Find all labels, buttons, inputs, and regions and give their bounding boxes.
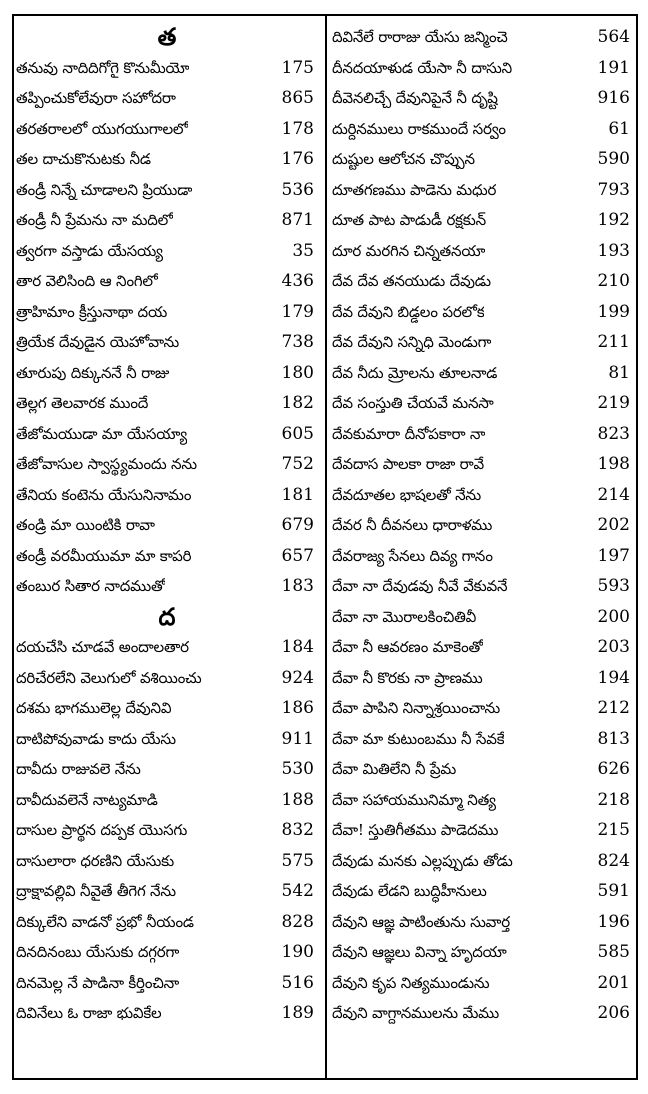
song-title: దశమ భాగములెల్ల దేవునివి: [16, 699, 172, 717]
song-number: 201: [597, 972, 630, 993]
song-number: 924: [281, 667, 314, 688]
index-entry: [332, 968, 630, 999]
song-title: దూత పాట పాడుడీ రక్షకున్: [332, 211, 486, 229]
song-title: తనువు నాదిదిగోగై కొనుమీయో: [16, 58, 190, 77]
song-title: దినదినంబు యేసుకు దగ్గరగా: [16, 943, 180, 961]
song-number: 210: [597, 271, 630, 291]
index-entry: [16, 846, 318, 877]
song-title: దివినేలే రారాజు యేసు జన్మించె: [332, 28, 508, 46]
song-title: దాటిపోవువాడు కాదు యేసు: [16, 729, 176, 748]
song-number: 206: [597, 1003, 630, 1023]
index-entry: [332, 632, 630, 663]
song-number: 215: [597, 820, 630, 840]
song-number: 871: [281, 210, 314, 230]
section-heading: త: [157, 22, 177, 51]
song-title: దేవుడు లేడని బుద్ధిహీనులు: [332, 882, 487, 900]
index-entry: [16, 297, 318, 328]
song-title: తూరుపు దిక్కుననే నీ రాజు: [16, 363, 170, 382]
index-entry: [16, 419, 318, 450]
song-number: 183: [281, 576, 314, 596]
index-entry: [16, 876, 318, 907]
song-title: దాసుల ప్రార్థన దప్పక యొసగు: [16, 821, 188, 839]
index-entry: [332, 693, 630, 724]
song-number: 186: [281, 698, 314, 718]
index-entry: [332, 907, 630, 938]
song-number: 211: [597, 332, 630, 352]
song-title: త్రాహిమాం క్రీస్తునాథా దయ: [16, 302, 168, 321]
song-number: 175: [281, 57, 314, 78]
song-number: 188: [281, 789, 314, 810]
index-entry: [16, 449, 318, 480]
index-entry: [16, 907, 318, 938]
song-number: 189: [281, 1003, 314, 1023]
index-entry: [16, 388, 318, 419]
song-number: 178: [281, 118, 314, 139]
song-title: దరిచేరలేని వెలుగులో వశియించు: [16, 668, 202, 687]
index-entry: [332, 388, 630, 419]
index-entry: [16, 205, 318, 236]
song-title: దేవ దేవుని బిడ్డలం పరలోక: [332, 302, 485, 321]
index-entry: [332, 22, 630, 53]
song-title: దేవుని ఆజ్ఞ పాటింతును సువార్త: [332, 912, 510, 931]
index-entry: [16, 236, 318, 267]
song-title: దీవెనలిచ్చే దేవునిపైనే నీ దృష్టి: [332, 89, 498, 107]
song-title: తార వెలిసింది ఆ నింగిలో: [16, 272, 158, 290]
song-title: దివినేలు ఓ రాజా భువికేల: [16, 1004, 162, 1022]
song-number: 916: [597, 88, 630, 108]
song-number: 516: [281, 972, 314, 993]
song-title: తల దాచుకొనుటకు నీడ: [16, 150, 151, 168]
song-number: 176: [281, 149, 314, 169]
song-number: 35: [292, 240, 314, 261]
index-entry: [332, 449, 630, 480]
song-number: 182: [281, 393, 314, 413]
index-entry: [16, 358, 318, 389]
index-entry: [16, 510, 318, 541]
song-title: దేవుడు మనకు ఎల్లప్పుడు తోడు: [332, 851, 513, 870]
song-title: దేవా పాపిని నిన్నాశ్రయించాను: [332, 699, 500, 717]
song-title: త్రియేక దేవుడైన యెహోవాను: [16, 333, 179, 351]
index-entry: [16, 144, 318, 175]
song-number: 203: [597, 637, 630, 657]
index-entry: [332, 510, 630, 541]
song-title: తరతరాలలో యుగయుగాలలో: [16, 119, 189, 138]
index-entry: [16, 83, 318, 114]
index-entry: [332, 144, 630, 175]
song-title: దేవరాజ్య సేనలు దివ్య గానం: [332, 546, 493, 565]
song-number: 824: [597, 850, 630, 871]
song-number: 585: [597, 942, 630, 962]
index-entry: [332, 358, 630, 389]
index-entry: [332, 785, 630, 816]
song-number: 575: [281, 850, 314, 871]
index-entry: [16, 815, 318, 846]
index-entry: [16, 693, 318, 724]
index-entry: [332, 937, 630, 968]
song-number: 591: [597, 881, 630, 901]
song-number: 61: [608, 118, 630, 139]
song-number: 180: [281, 362, 314, 383]
index-entry: [332, 205, 630, 236]
song-title: దేవ దేవ తనయుడు దేవుడు: [332, 272, 491, 290]
song-number: 738: [281, 332, 314, 352]
song-title: తెల్లగ తెలవారక ముందే: [16, 394, 149, 412]
song-number: 793: [597, 179, 630, 200]
song-title: దేవా నా మొరాలకించితివీ: [332, 607, 477, 626]
song-number: 199: [597, 301, 630, 322]
index-entry: [16, 327, 318, 358]
song-number: 197: [597, 545, 630, 566]
index-entry: [16, 114, 318, 145]
song-title: తేజోవాసుల స్వాస్థ్యమందు నను: [16, 455, 197, 473]
song-title: దుష్టుల ఆలోచన చొప్పున: [332, 150, 475, 168]
song-title: దాసులారా ధరణిని యేసుకు: [16, 851, 174, 870]
index-entry: [332, 327, 630, 358]
section-heading: ద: [158, 601, 176, 631]
index-entry: [16, 175, 318, 206]
song-number: 190: [281, 942, 314, 962]
index-entry: [332, 541, 630, 572]
song-number: 679: [281, 515, 314, 535]
index-entry: [16, 266, 318, 297]
song-title: దావీదు రాజువలె నేను: [16, 760, 141, 778]
song-number: 191: [597, 57, 630, 78]
song-number: 605: [281, 423, 314, 444]
song-number: 193: [597, 240, 630, 261]
song-number: 219: [597, 393, 630, 413]
song-number: 865: [281, 88, 314, 108]
index-entry: [16, 663, 318, 694]
song-title: దేవదూతల భాషలతో నేను: [332, 485, 481, 504]
index-entry: [332, 602, 630, 633]
song-title: దేవుని ఆజ్ఞలు విన్నా హృదయా: [332, 943, 507, 961]
song-number: 212: [597, 698, 630, 718]
song-number: 752: [281, 454, 314, 474]
index-entry: [332, 724, 630, 755]
song-title: దావీదువలెనే నాట్యమాడి: [16, 790, 158, 809]
song-number: 194: [597, 667, 630, 688]
song-title: తేనియ కంటెను యేసునినామం: [16, 485, 192, 504]
song-title: దేవా నీ ఆవరణం మాకెంతో: [332, 638, 483, 656]
index-entry: [16, 571, 318, 602]
index-entry: [16, 724, 318, 755]
song-number: 564: [597, 27, 630, 47]
index-entry: [332, 571, 630, 602]
song-title: దేవా నీ కొరకు నా ప్రాణము: [332, 668, 483, 687]
index-entry: [16, 480, 318, 511]
song-title: దేవ సంస్తుతి చేయవే మనసా: [332, 394, 494, 412]
song-number: 832: [281, 820, 314, 840]
song-title: దేవా మితిలేని నీ ప్రేమ: [332, 760, 457, 778]
song-title: తండ్రీ వరమీయుమా మా కాపరి: [16, 546, 192, 565]
index-entry: [332, 419, 630, 450]
index-entry: [16, 632, 318, 663]
song-title: దేవదాస పాలకా రాజా రావే: [332, 455, 484, 473]
song-number: 823: [597, 423, 630, 444]
song-title: త్వరగా వస్తాడు యేసయ్య: [16, 241, 163, 260]
song-number: 536: [281, 179, 314, 200]
song-number: 179: [281, 301, 314, 322]
song-number: 218: [597, 789, 630, 810]
index-entry: [16, 998, 318, 1029]
song-title: దేవర నీ దీవనలు ధారాళము: [332, 516, 493, 534]
index-entry: [332, 83, 630, 114]
song-number: 911: [281, 728, 314, 749]
column-divider: [325, 14, 327, 1080]
index-entry: [16, 968, 318, 999]
index-entry: [332, 998, 630, 1029]
index-entry: [16, 785, 318, 816]
song-title: దీనదయాళుడ యేసా నీ దాసుని: [332, 58, 512, 77]
right-column: [332, 22, 630, 1029]
song-number: 202: [597, 515, 630, 535]
song-title: దిక్కులేని వాడనో ప్రభో నీయండ: [16, 912, 194, 931]
song-number: 81: [608, 362, 630, 383]
song-title: దయచేసి చూడవే అందాలతార: [16, 638, 189, 656]
song-title: దేవకుమారా దీనోపకారా నా: [332, 424, 486, 443]
song-number: 542: [281, 881, 314, 901]
song-title: దుర్దినములు రాకముందే సర్వం: [332, 119, 506, 138]
index-entry: [332, 236, 630, 267]
left-column: [16, 22, 318, 1029]
index-entry: [16, 541, 318, 572]
index-entry: [16, 754, 318, 785]
song-title: ద్రాక్షావల్లివి నీవైతే తీగెగ నేను: [16, 882, 176, 900]
song-number: 626: [597, 759, 630, 779]
song-title: తప్పించుకోలేవురా సహోదరా: [16, 89, 176, 107]
song-number: 214: [597, 484, 630, 505]
index-entry: [16, 937, 318, 968]
song-title: దేవా సహాయమునిమ్మా నిత్య: [332, 790, 496, 809]
index-entry: [332, 266, 630, 297]
song-title: తంబుర సితార నాదముతో: [16, 577, 166, 595]
song-number: 200: [597, 606, 630, 627]
index-entry: [16, 53, 318, 84]
song-title: దేవ నీదు మ్రోలను తూలనాడ: [332, 363, 498, 382]
song-number: 590: [597, 149, 630, 169]
song-number: 657: [281, 545, 314, 566]
song-number: 828: [281, 911, 314, 932]
song-number: 198: [597, 454, 630, 474]
song-number: 436: [281, 271, 314, 291]
index-entry: [332, 846, 630, 877]
index-entry: [332, 815, 630, 846]
song-number: 181: [281, 484, 314, 505]
song-title: దూర మరగిన చిన్నతనయా: [332, 241, 486, 260]
song-title: దేవా నా దేవుడవు నీవే వేకువనే: [332, 577, 508, 595]
index-entry: [332, 53, 630, 84]
song-title: దూతగణము పాడెను మధుర: [332, 180, 497, 199]
song-number: 196: [597, 911, 630, 932]
song-number: 813: [597, 728, 630, 749]
song-title: దేవా మా కుటుంబము నీ సేవకే: [332, 729, 505, 748]
song-title: తేజోమయుడా మా యేసయ్యా: [16, 424, 188, 443]
index-entry: [332, 114, 630, 145]
index-entry: [332, 480, 630, 511]
song-number: 192: [597, 210, 630, 230]
song-title: తండ్రి మా యింటికి రావా: [16, 516, 155, 534]
index-entry: [332, 754, 630, 785]
song-title: దేవుని కృప నిత్యముండును: [332, 973, 490, 992]
song-number: 184: [281, 637, 314, 657]
song-title: దేవ దేవుని సన్నిధి మెండుగా: [332, 333, 492, 351]
song-number: 593: [597, 576, 630, 596]
index-entry: [332, 297, 630, 328]
song-title: తండ్రీ నిన్నే చూడాలని ప్రియుడా: [16, 180, 193, 199]
song-title: దేవా! స్తుతిగీతము పాడెదము: [332, 821, 499, 839]
index-entry: [332, 175, 630, 206]
song-title: దేవుని వాగ్దానములను మేము: [332, 1004, 499, 1022]
index-entry: [332, 663, 630, 694]
song-number: 530: [281, 759, 314, 779]
song-title: దినమెల్ల నే పాడినా కీర్తించినా: [16, 973, 180, 992]
index-entry: [332, 876, 630, 907]
song-title: తండ్రీ నీ ప్రేమను నా మదిలో: [16, 211, 173, 229]
